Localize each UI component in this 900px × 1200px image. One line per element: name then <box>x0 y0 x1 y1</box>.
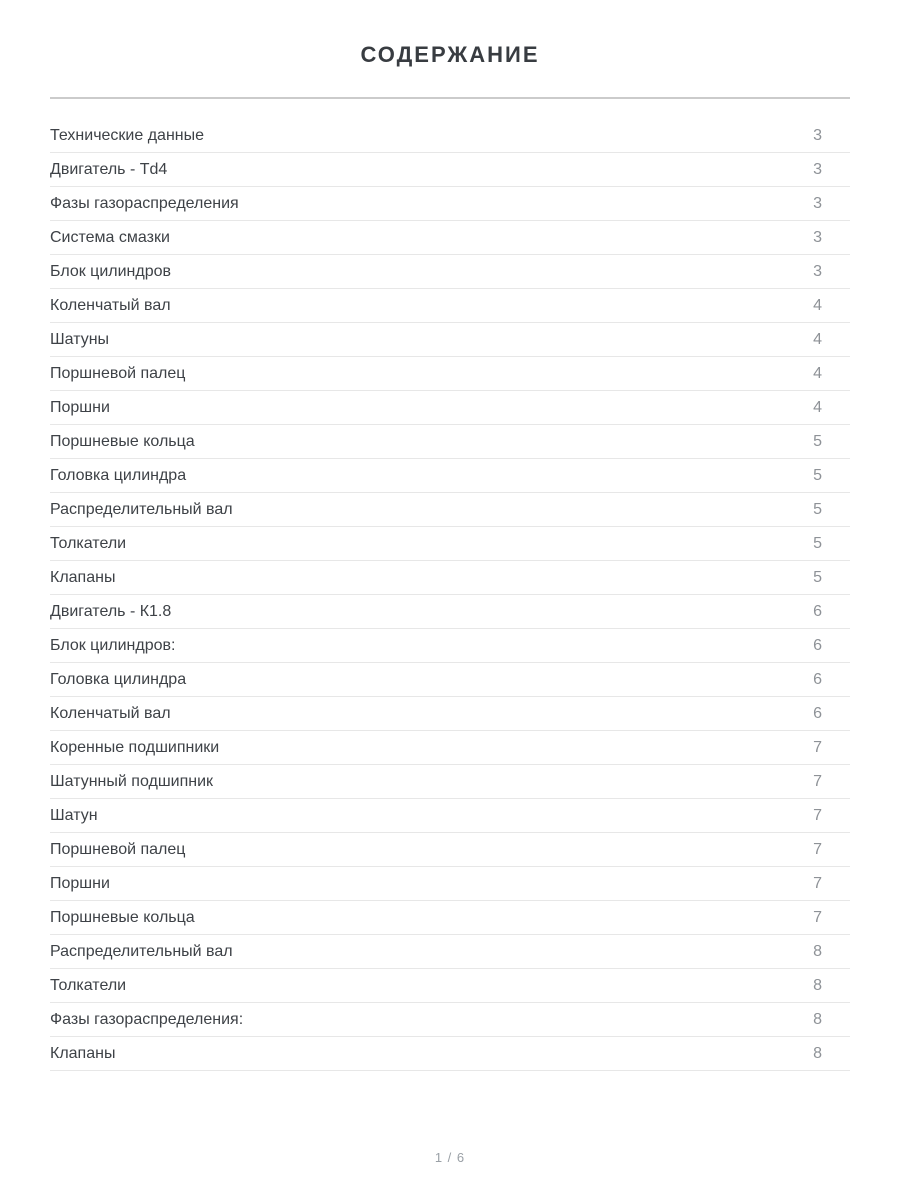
toc-entry-row <box>50 426 850 459</box>
toc-entry-page-number: 7 <box>813 773 822 790</box>
toc-entry-page-number: 6 <box>813 637 822 654</box>
toc-entry-row <box>50 936 850 969</box>
toc-entry-label: Блок цилиндров: <box>50 637 176 654</box>
toc-entry-label: Головка цилиндра <box>50 467 187 484</box>
toc-entry-row <box>50 290 850 323</box>
toc-entry-page-number: 5 <box>813 501 822 518</box>
toc-entry-page-number: 5 <box>813 535 822 552</box>
toc-entry-label: Коленчатый вал <box>50 705 171 722</box>
toc-entry-row <box>50 528 850 561</box>
toc-entry-label: Коленчатый вал <box>50 297 171 314</box>
toc-entry-page-number: 6 <box>813 603 822 620</box>
toc-entry-label: Толкатели <box>50 977 127 994</box>
toc-entry-page-number: 7 <box>813 909 822 926</box>
toc-entry-page-number: 6 <box>813 671 822 688</box>
toc-entry-page-number: 3 <box>813 229 822 246</box>
toc-entry-label: Поршневые кольца <box>50 433 195 450</box>
toc-entry-label: Двигатель - Td4 <box>50 161 168 178</box>
toc-entry-label: Коренные подшипники <box>50 739 220 756</box>
toc-entry-row <box>50 1038 850 1071</box>
toc-entry-label: Поршневой палец <box>50 841 186 858</box>
toc-entry-label: Толкатели <box>50 535 127 552</box>
toc-entry-label: Поршневой палец <box>50 365 186 382</box>
toc-entry-page-number: 3 <box>813 263 822 280</box>
toc-entry-row <box>50 120 850 153</box>
toc-entry-page-number: 8 <box>813 1045 822 1062</box>
toc-entry-row <box>50 800 850 833</box>
toc-entry-row <box>50 970 850 1003</box>
toc-entry-page-number: 4 <box>813 297 822 314</box>
toc-list <box>50 120 850 1071</box>
toc-entry-label: Клапаны <box>50 569 116 586</box>
toc-entry-page-number: 5 <box>813 433 822 450</box>
toc-entry-row <box>50 392 850 425</box>
toc-entry-row <box>50 732 850 765</box>
toc-entry-row <box>50 154 850 187</box>
toc-entry-label: Поршни <box>50 399 110 416</box>
toc-entry-row <box>50 766 850 799</box>
toc-entry-label: Шатуны <box>50 331 110 348</box>
toc-entry-page-number: 8 <box>813 943 822 960</box>
toc-entry-label: Фазы газораспределения: <box>50 1011 244 1028</box>
toc-entry-row <box>50 358 850 391</box>
toc-entry-label: Распределительный вал <box>50 943 233 960</box>
toc-entry-page-number: 6 <box>813 705 822 722</box>
toc-entry-page-number: 7 <box>813 875 822 892</box>
toc-entry-row <box>50 188 850 221</box>
toc-entry-page-number: 4 <box>813 331 822 348</box>
toc-entry-label: Двигатель - К1.8 <box>50 603 172 620</box>
toc-entry-row <box>50 834 850 867</box>
toc-entry-page-number: 7 <box>813 807 822 824</box>
toc-entry-page-number: 8 <box>813 1011 822 1028</box>
toc-entry-label: Клапаны <box>50 1045 116 1062</box>
toc-entry-row <box>50 562 850 595</box>
toc-entry-row <box>50 868 850 901</box>
toc-entry-page-number: 3 <box>813 127 822 144</box>
toc-entry-label: Поршневые кольца <box>50 909 195 926</box>
toc-entry-page-number: 5 <box>813 569 822 586</box>
title-divider <box>50 97 850 99</box>
toc-entry-row <box>50 630 850 663</box>
toc-entry-row <box>50 222 850 255</box>
toc-entry-page-number: 3 <box>813 161 822 178</box>
toc-entry-page-number: 4 <box>813 365 822 382</box>
toc-entry-row <box>50 256 850 289</box>
toc-entry-row <box>50 460 850 493</box>
toc-entry-label: Шатунный подшипник <box>50 773 214 790</box>
toc-entry-row <box>50 902 850 935</box>
toc-entry-page-number: 4 <box>813 399 822 416</box>
toc-entry-label: Поршни <box>50 875 110 892</box>
toc-entry-row <box>50 596 850 629</box>
toc-entry-page-number: 7 <box>813 739 822 756</box>
toc-entry-row <box>50 698 850 731</box>
toc-entry-page-number: 3 <box>813 195 822 212</box>
toc-entry-row <box>50 1004 850 1037</box>
page-title: СОДЕРЖАНИЕ <box>360 42 540 67</box>
toc-entry-label: Головка цилиндра <box>50 671 187 688</box>
toc-entry-row <box>50 494 850 527</box>
toc-entry-label: Фазы газораспределения <box>50 195 239 212</box>
toc-entry-row <box>50 664 850 697</box>
toc-entry-page-number: 7 <box>813 841 822 858</box>
page-indicator: 1 / 6 <box>434 1150 466 1165</box>
toc-entry-label: Распределительный вал <box>50 501 233 518</box>
toc-entry-label: Блок цилиндров <box>50 263 172 280</box>
toc-entry-label: Шатун <box>50 807 98 824</box>
toc-entry-label: Технические данные <box>50 127 205 144</box>
toc-entry-row <box>50 324 850 357</box>
toc-entry-page-number: 5 <box>813 467 822 484</box>
toc-entry-page-number: 8 <box>813 977 822 994</box>
toc-entry-label: Система смазки <box>50 229 170 246</box>
